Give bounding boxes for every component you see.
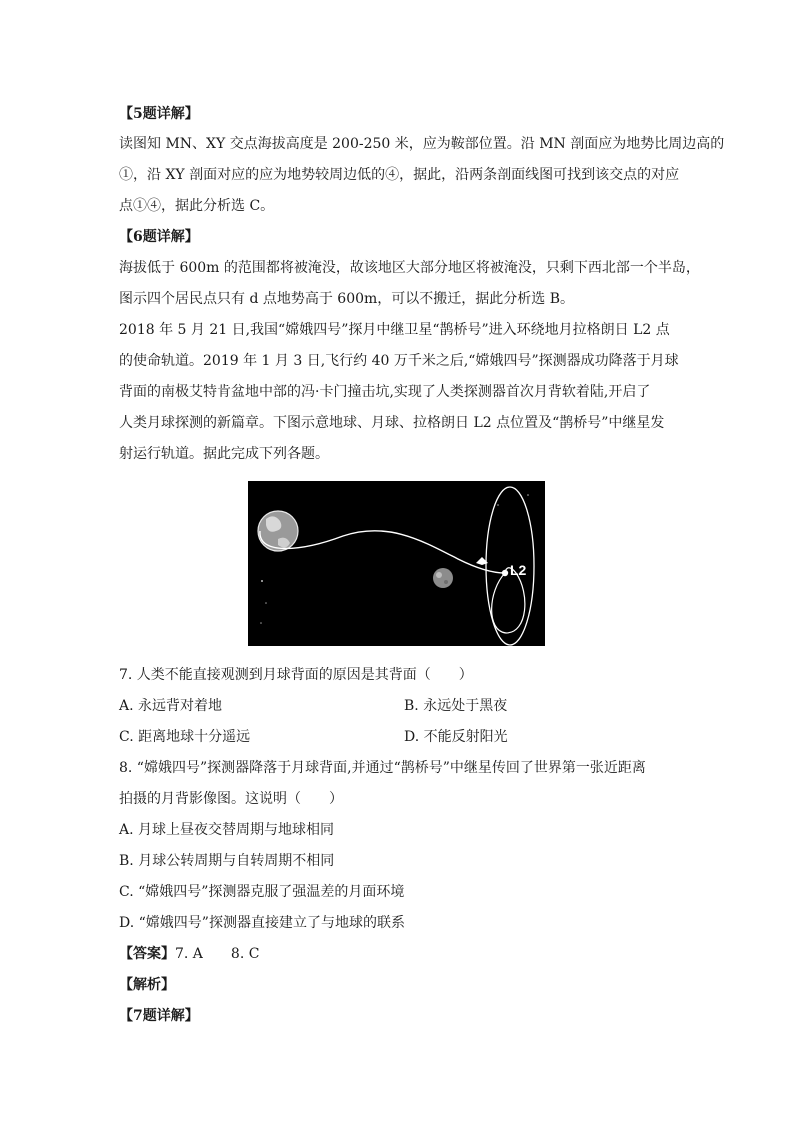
section-6-heading: 【6题详解】 (119, 229, 199, 245)
answer-label: 【答案】 (119, 946, 175, 962)
q8-option-a: A. 月球上昼夜交替周期与地球相同 (119, 822, 335, 838)
moon (433, 568, 453, 588)
intro-line-3: 背面的南极艾特肯盆地中部的冯·卡门撞击坑,实现了人类探测器首次月背软着陆,开启了 (119, 384, 651, 400)
intro-line-4: 人类月球探测的新篇章。下图示意地球、月球、拉格朗日 L2 点位置及“鹊桥号”中继星发 (119, 415, 665, 431)
q8-stem-line-2: 拍摄的月背影像图。这说明（ ） (119, 791, 343, 807)
section-6-line-1: 海拔低于 600m 的范围都将被淹没，故该地区大部分地区将被淹没，只剩下西北部一个半岛， (119, 260, 700, 276)
section-6-line-2: 图示四个居民点只有 d 点地势高于 600m，可以不搬迁，据此分析选 B。 (119, 291, 575, 307)
star (497, 504, 499, 506)
intro-line-5: 射运行轨道。据此完成下列各题。 (119, 446, 329, 462)
q7-option-c: C. 距离地球十分遥远 (119, 729, 251, 745)
star (261, 580, 263, 582)
section-7-heading: 【7题详解】 (119, 1008, 199, 1024)
section-5-line-3: 点①④，据此分析选 C。 (119, 198, 275, 214)
section-5-line-1: 读图知 MN、XY 交点海拔高度是 200-250 米，应为鞍部位置。沿 MN 剖面应为地势比周边高的 (119, 136, 725, 152)
section-5-heading: 【5题详解】 (119, 106, 199, 122)
orbit-diagram (248, 481, 545, 646)
section-5-line-2: ①，沿 XY 剖面对应的应为地势较周边低的④，据此，沿两条剖面线图可找到该交点的对应 (119, 167, 680, 183)
q7-option-b: B. 永远处于黑夜 (404, 698, 508, 714)
answer-value: 7. A 8. C (175, 946, 260, 962)
q8-option-c: C. “嫦娥四号”探测器克服了强温差的月面环境 (119, 884, 405, 900)
answer-line (119, 944, 259, 964)
q7-stem: 7. 人类不能直接观测到月球背面的原因是其背面（ ） (119, 667, 473, 683)
intro-line-1: 2018 年 5 月 21 日,我国“嫦娥四号”探月中继卫星“鹊桥号”进入环绕地月拉格朗日 L2 点 (119, 322, 670, 338)
q8-option-d: D. “嫦娥四号”探测器直接建立了与地球的联系 (119, 915, 405, 931)
q8-option-b: B. 月球公转周期与自转周期不相同 (119, 853, 335, 869)
star (527, 494, 529, 496)
analysis-heading: 【解析】 (119, 977, 175, 993)
q7-option-a: A. 永远背对着地 (119, 698, 223, 714)
intro-line-2: 的使命轨道。2019 年 1 月 3 日,飞行约 40 万千米之后,“嫦娥四号”探测器成功降落于月球 (119, 353, 679, 369)
star (260, 622, 262, 624)
q7-option-d: D. 不能反射阳光 (404, 729, 508, 745)
q8-stem-line-1: 8. “嫦娥四号”探测器降落于月球背面,并通过“鹊桥号”中继星传回了世界第一张近距离 (119, 760, 646, 776)
orbit-figure (248, 481, 545, 646)
star (265, 602, 267, 604)
l2-point (502, 570, 508, 576)
l2-label: L2 (510, 562, 527, 578)
